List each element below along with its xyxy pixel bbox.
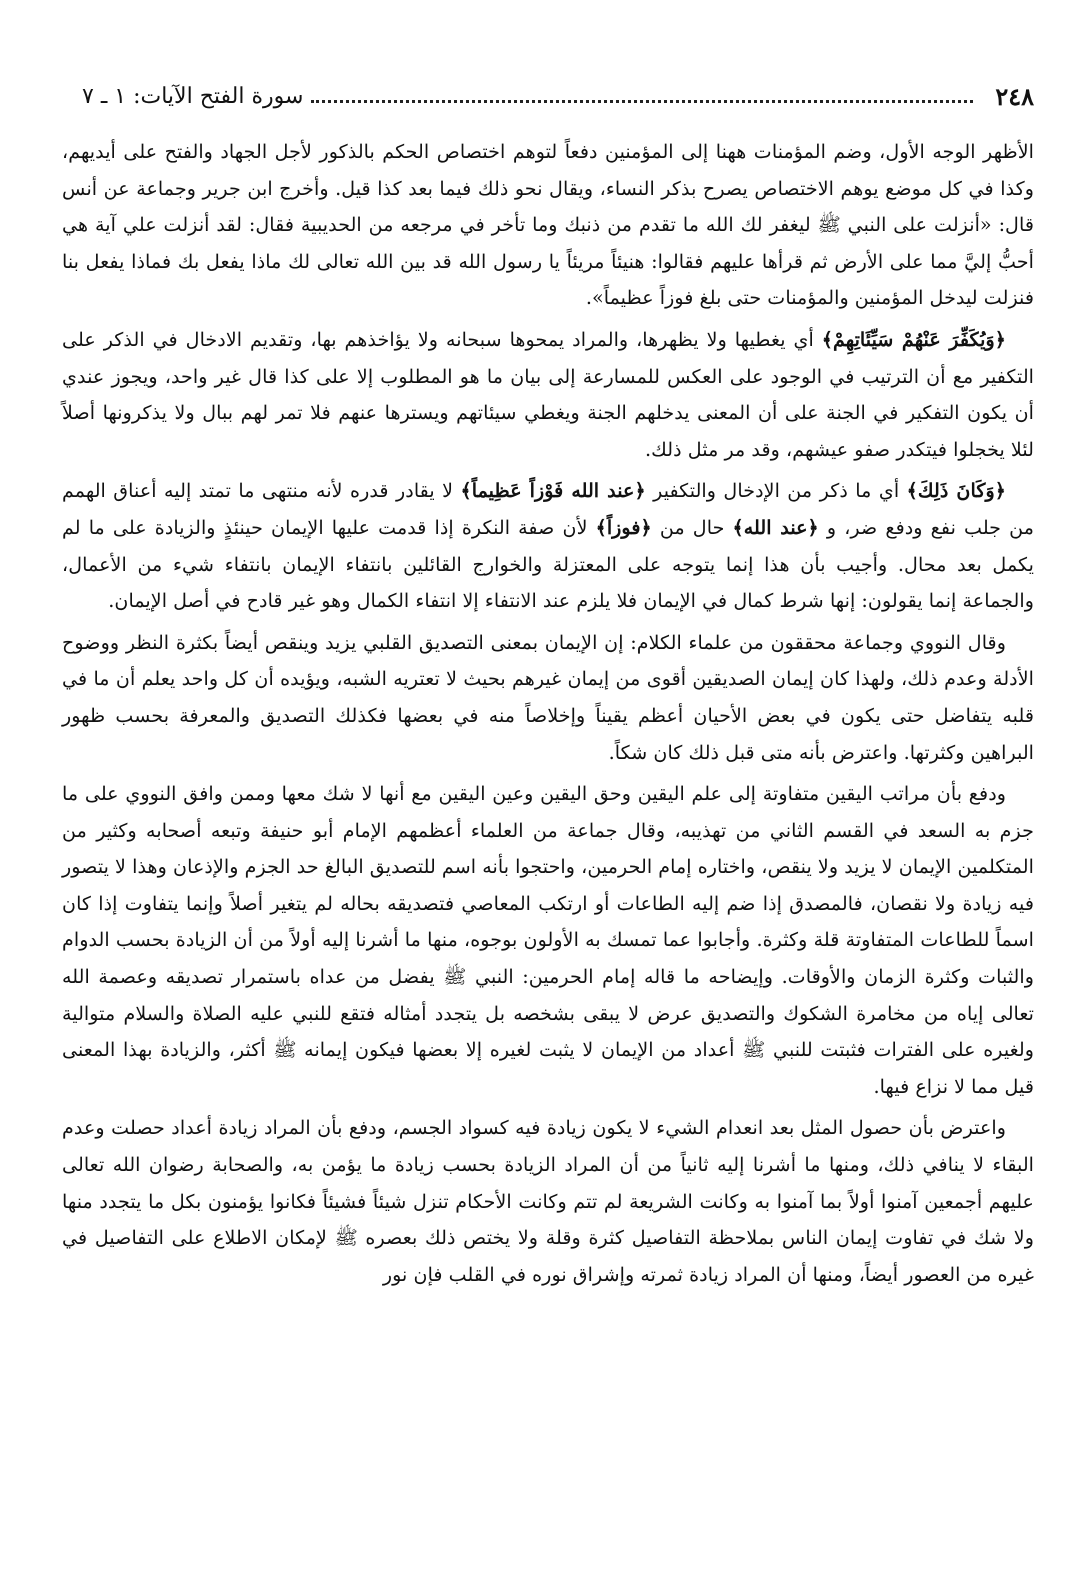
paragraph-text: أي يغطيها ولا يظهرها، والمراد يمحوها سبحانه ولا يؤاخذهم بها، وتقديم الادخال في الذكر على التكفير مع أن الترتيب في الوجود على العكس للمسارعة إلى بيان ما هو المطلوب إلا على كذا قال غير واحد، ويجوز عندي أن يكون التفكير في الجنة على أن المعنى يدخلهم الجنة ويغطي سيئاتهم ويسترها عنهم فلا تمر لهم ببال ولا يذكرونها أصلاً لئلا يخجلوا فيتكدر صفو عيشهم، وقد مر مثل ذلك. — [62, 327, 1034, 461]
quran-quote: ﴿عند الله فَوْزاً عَظِيماً﴾ — [460, 479, 646, 503]
page-number: ٢٤٨ — [995, 81, 1034, 111]
dotted-leader — [311, 100, 973, 103]
quran-quote: ﴿وَكَانَ ذَلِكَ﴾ — [906, 479, 1006, 503]
paragraph — [62, 625, 1034, 771]
paragraph — [62, 322, 1034, 468]
paragraph — [62, 473, 1034, 619]
paragraph-text: حال من — [651, 515, 733, 539]
quran-quote: ﴿وَيُكَفِّرَ عَنْهُمْ سَيِّئَاتِهِمْ﴾ — [821, 327, 1006, 351]
quran-quote: ﴿عند الله﴾ — [732, 515, 819, 539]
paragraph — [62, 1110, 1034, 1293]
paragraph — [62, 776, 1034, 1105]
paragraph-text: الأظهر الوجه الأول، وضم المؤمنات ههنا إلى المؤمنين دفعاً لتوهم اختصاص الحكم بالذكور لأجل الجهاد والفتح على أيديهم، وكذا في كل موضع يوهم الاختصاص يصرح بذكر النساء، ويقال نحو ذلك فيما بعد كذا قيل. وأخرج ابن جرير وجماعة عن أنس قال: «أنزلت على النبي ﷺ ليغفر لك الله ما تقدم من ذنبك وما تأخر في مرجعه من الحديبية فقال: لقد أنزلت علي آية هي أحبُّ إليَّ مما على الأرض ثم قرأها عليهم فقالوا: هنيئاً مريئاً يا رسول الله قد بين الله تعالى لك ماذا يفعل بك فماذا يفعل بنا فنزلت ليدخل المؤمنين والمؤمنات حتى بلغ فوزاً عظيماً». — [62, 140, 1034, 310]
paragraph-text: ودفع بأن مراتب اليقين متفاوتة إلى علم اليقين وحق اليقين وعين اليقين مع أنها لا شك معها وممن وافق النووي على ما جزم به السعد في القسم الثاني من تهذيبه، وقال جماعة من العلماء أعظمهم الإمام أبو حنيفة وتبعه أصحابه وكثير من المتكلمين الإيمان لا يزيد ولا ينقص، واختاره إمام الحرمين، واحتجوا بأنه اسم للتصديق البالغ حد الجزم والإذعان وهذا لا يتصور فيه زيادة ولا نقصان، فالمصدق إذا ضم إليه الطاعات أو ارتكب المعاصي فتصديقه بحاله لم يتغير أصلاً وإنما يتفاوت إذا كان اسماً للطاعات المتفاوتة قلة وكثرة. وأجابوا عما تمسك به الأولون بوجوه، منها ما أشرنا إليه أولاً من أن الزيادة بحسب الدوام والثبات وكثرة الزمان والأوقات. وإيضاحه ما قاله إمام الحرمين: النبي ﷺ يفضل من عداه باستمرار تصديقه وعصمة الله تعالى إياه من مخامرة الشكوك والتصديق عرض لا يبقى بشخصه بل يتجدد أمثاله فتقع للنبي عليه الصلاة والسلام متوالية ولغيره على الفترات فثبتت للنبي ﷺ أعداد من الإيمان لا يثبت لغيره إلا بعضها فيكون إيمانه ﷺ أكثر، والزيادة بهذا المعنى قيل مما لا نزاع فيها. — [62, 782, 1035, 1098]
page-body — [62, 134, 1034, 1298]
quran-quote: ﴿فوزاً﴾ — [595, 515, 652, 539]
page-header — [82, 78, 1034, 114]
paragraph-text: لا يقادر قدره لأنه منتهى ما تمتد إليه أعناق الهمم من جلب نفع ودفع ضر، و — [62, 479, 1034, 539]
paragraph-text: لأن صفة النكرة إذا قدمت عليها الإيمان حينئذٍ والزيادة على ما لم يكمل بعد محال. وأجيب بأن هذا إنما يتوجه على المعتزلة والخوارج القائلين بانتفاء الإيمان بانتفاء شيء من الأعمال، والجماعة إنما يقولون: إنها شرط كمال في الإيمان فلا يلزم عند الانتفاء إلا انتفاء الكمال وهو غير قادح في أصل الإيمان. — [62, 515, 1034, 613]
paragraph-text: واعترض بأن حصول المثل بعد انعدام الشيء لا يكون زيادة فيه كسواد الجسم، ودفع بأن المراد زيادة أعداد حصلت وعدم البقاء لا ينافي ذلك، ومنها ما أشرنا إليه ثانياً من أن المراد الزيادة بحسب زيادة ما يؤمن به، والصحابة رضوان الله تعالى عليهم أجمعين آمنوا أولاً بما آمنوا به وكانت الشريعة لم تتم وكانت الأحكام تنزل شيئاً فشيئاً فكانوا يؤمنون بكل ما يتجدد منها ولا شك في تفاوت إيمان الناس بملاحظة التفاصيل كثرة وقلة ولا يختص ذلك بعصره ﷺ لإمكان الاطلاع على التفاصيل في غيره من العصور أيضاً، ومنها أن المراد زيادة ثمرته وإشراق نوره في القلب فإن نور — [62, 1116, 1034, 1286]
running-title: سورة الفتح الآيات: ١ ـ ٧ — [82, 83, 304, 109]
paragraph-text: أي ما ذكر من الإدخال والتكفير — [645, 479, 907, 503]
paragraph-text: وقال النووي وجماعة محققون من علماء الكلام: إن الإيمان بمعنى التصديق القلبي يزيد وينقص أيضاً بكثرة النظر ووضوح الأدلة وعدم ذلك، ولهذا كان إيمان الصديقين أقوى من إيمان غيرهم بحيث لا تعتريه الشبه، ويؤيده أن كل واحد يعلم أن ما في قلبه يتفاضل حتى يكون في بعض الأحيان أعظم يقيناً وإخلاصاً منه في بعضها فكذلك التصديق والمعرفة بحسب ظهور البراهين وكثرتها. واعترض بأنه متى قبل ذلك كان شكاً. — [62, 630, 1034, 764]
paragraph — [62, 134, 1034, 317]
